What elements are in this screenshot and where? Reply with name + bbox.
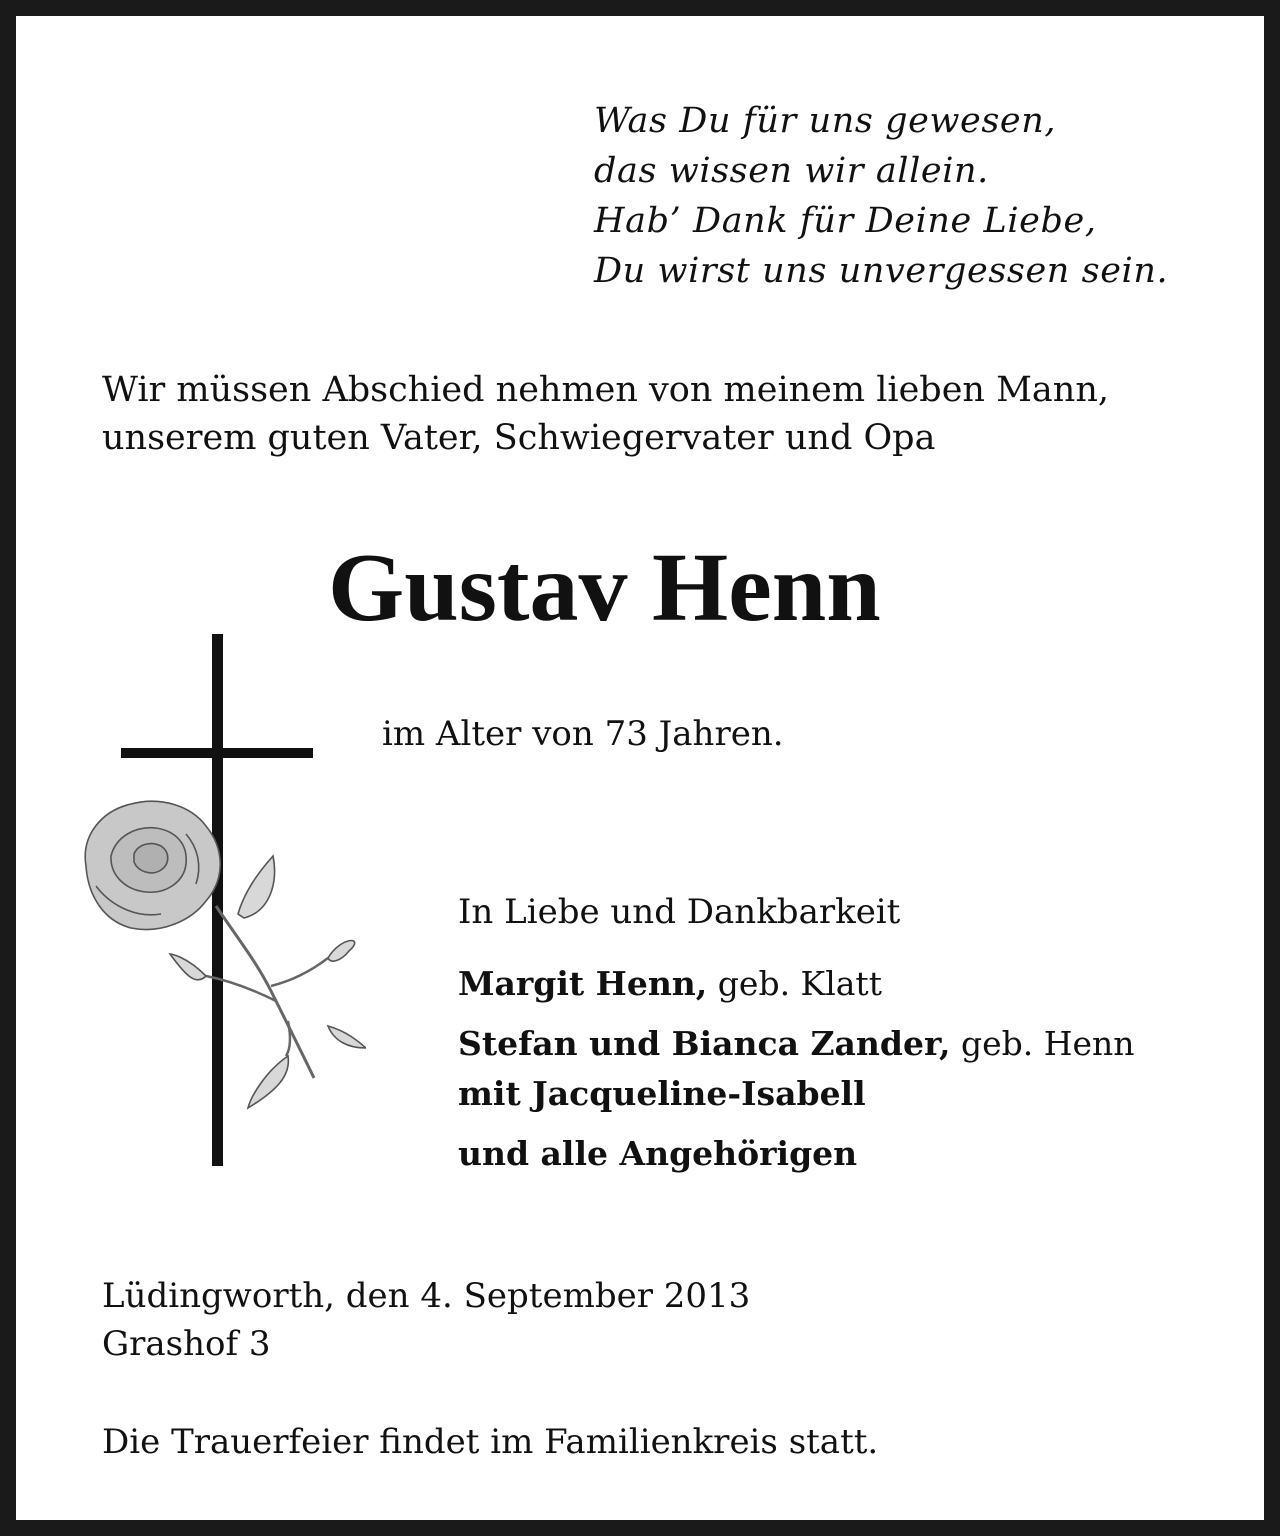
mourner-name: Margit Henn, <box>458 964 708 1003</box>
mourners-intro: In Liebe und Dankbarkeit <box>458 892 901 932</box>
mourner-name: und alle Angehörigen <box>458 1134 858 1173</box>
mourner-entry <box>458 1070 866 1118</box>
address: Grashof 3 <box>102 1324 271 1364</box>
mourner-name: Stefan und Bianca Zander, <box>458 1024 951 1063</box>
age-statement: im Alter von 73 Jahren. <box>382 714 784 754</box>
poem-line: Was Du für uns gewesen, <box>594 101 1057 141</box>
mourner-suffix: geb. Henn <box>950 1024 1135 1063</box>
poem <box>594 96 1168 296</box>
intro-line: unserem guten Vater, Schwiegervater und Opa <box>102 418 936 458</box>
cross-icon-crossbar <box>121 748 313 758</box>
rose-icon <box>66 786 366 1116</box>
mourner-suffix: geb. Klatt <box>707 964 882 1003</box>
mourner-entry <box>458 960 882 1008</box>
poem-line: das wissen wir allein. <box>594 151 989 191</box>
mourner-entry <box>458 1130 857 1178</box>
intro-line: Wir müssen Abschied nehmen von meinem lieben Mann, <box>102 370 1110 410</box>
mourner-entry <box>458 1020 1135 1068</box>
funeral-note: Die Trauerfeier findet im Familienkreis statt. <box>102 1422 879 1462</box>
deceased-name: Gustav Henn <box>328 534 881 642</box>
poem-line: Hab’ Dank für Deine Liebe, <box>594 201 1097 241</box>
place-date: Lüdingworth, den 4. September 2013 <box>102 1276 751 1316</box>
poem-line: Du wirst uns unvergessen sein. <box>594 251 1169 291</box>
mourner-name: mit Jacqueline-Isabell <box>458 1074 866 1113</box>
farewell-intro <box>102 366 1109 462</box>
